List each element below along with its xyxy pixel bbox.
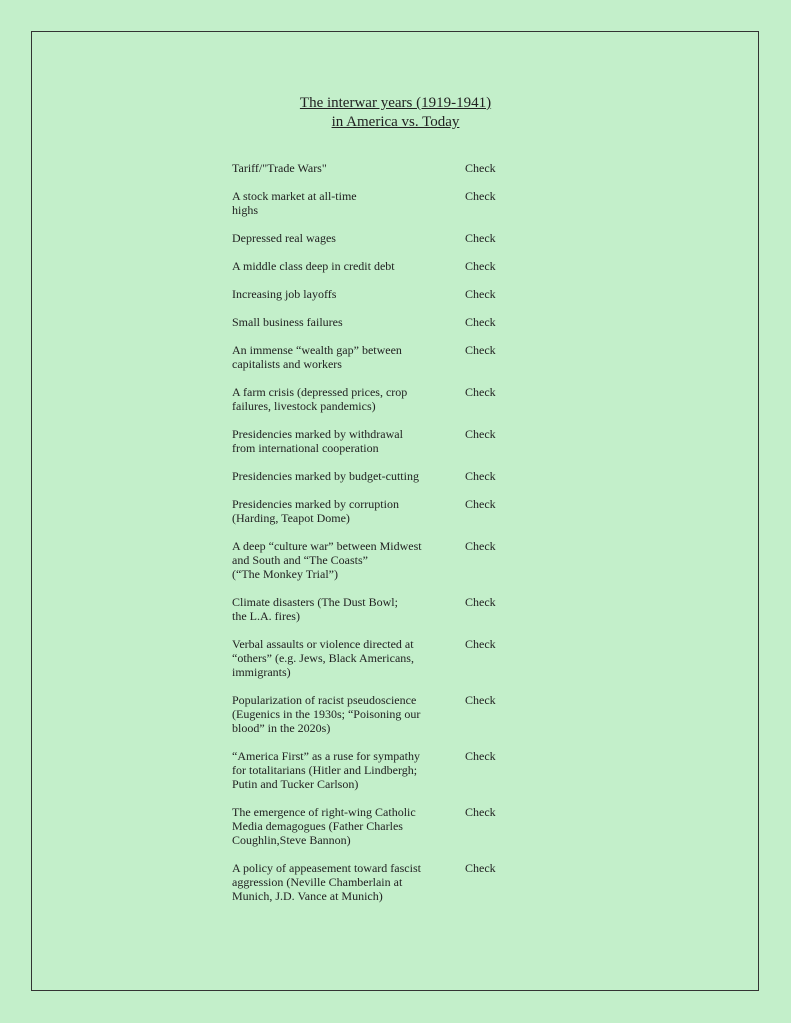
item-text: Depressed real wages (232, 231, 336, 245)
list-item (232, 693, 532, 735)
list-item (232, 469, 532, 483)
list-item (232, 749, 532, 791)
item-text: A stock market at all-time highs (232, 189, 357, 217)
list-item (232, 287, 532, 301)
check-label: Check (465, 539, 496, 553)
list-item (232, 161, 532, 175)
check-label: Check (465, 385, 496, 399)
item-text: The emergence of right-wing Catholic Media demagogues (Father Charles Coughlin,Steve Bannon) (232, 805, 416, 847)
list-item (232, 497, 532, 525)
item-text: Popularization of racist pseudoscience (Eugenics in the 1930s; “Poisoning our blood” in the 2020s) (232, 693, 421, 735)
list-item (232, 805, 532, 847)
check-label: Check (465, 595, 496, 609)
item-text: A middle class deep in credit debt (232, 259, 395, 273)
item-text: A policy of appeasement toward fascist aggression (Neville Chamberlain at Munich, J.D. Vance at Munich) (232, 861, 421, 903)
check-label: Check (465, 427, 496, 441)
check-label: Check (465, 805, 496, 819)
check-label: Check (465, 231, 496, 245)
check-label: Check (465, 161, 496, 175)
item-text: Presidencies marked by corruption (Harding, Teapot Dome) (232, 497, 399, 525)
list-item (232, 343, 532, 371)
item-text: Increasing job layoffs (232, 287, 337, 301)
page-title (0, 94, 791, 132)
check-label: Check (465, 497, 496, 511)
list-item (232, 259, 532, 273)
check-label: Check (465, 861, 496, 875)
check-label: Check (465, 287, 496, 301)
check-label: Check (465, 315, 496, 329)
item-text: Climate disasters (The Dust Bowl; the L.A. fires) (232, 595, 398, 623)
item-text: Verbal assaults or violence directed at “others” (e.g. Jews, Black Americans, immigrants) (232, 637, 414, 679)
item-text: An immense “wealth gap” between capitalists and workers (232, 343, 402, 371)
item-text: Small business failures (232, 315, 343, 329)
check-label: Check (465, 259, 496, 273)
check-label: Check (465, 637, 496, 651)
check-label: Check (465, 469, 496, 483)
list-item (232, 231, 532, 245)
list-item (232, 595, 532, 623)
item-text: A deep “culture war” between Midwest and South and “The Coasts” (“The Monkey Trial”) (232, 539, 422, 581)
list-item (232, 315, 532, 329)
check-label: Check (465, 343, 496, 357)
list-item (232, 189, 532, 217)
item-text: Presidencies marked by budget-cutting (232, 469, 419, 483)
title-line-1: The interwar years (1919-1941) (299, 95, 492, 111)
comparison-list (232, 161, 532, 917)
list-item (232, 427, 532, 455)
list-item (232, 637, 532, 679)
list-item (232, 385, 532, 413)
title-line-2: in America vs. Today (331, 114, 460, 130)
item-text: Tariff/"Trade Wars" (232, 161, 327, 175)
item-text: A farm crisis (depressed prices, crop failures, livestock pandemics) (232, 385, 408, 413)
item-text: “America First” as a ruse for sympathy for totalitarians (Hitler and Lindbergh; Putin and Tucker Carlson) (232, 749, 420, 791)
list-item (232, 861, 532, 903)
check-label: Check (465, 749, 496, 763)
check-label: Check (465, 189, 496, 203)
item-text: Presidencies marked by withdrawal from international cooperation (232, 427, 403, 455)
check-label: Check (465, 693, 496, 707)
list-item (232, 539, 532, 581)
